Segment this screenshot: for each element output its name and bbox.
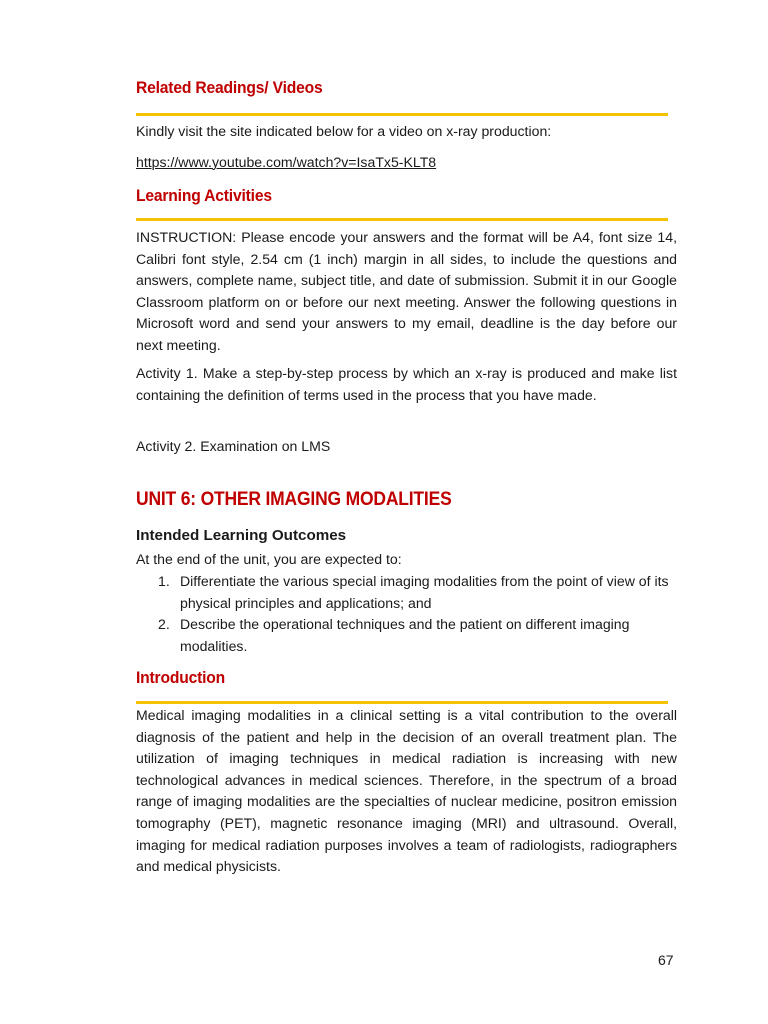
- unit-title: UNIT 6: OTHER IMAGING MODALITIES: [136, 489, 452, 510]
- page-number: 67: [658, 952, 674, 968]
- activity-2-paragraph: Activity 2. Examination on LMS: [136, 438, 331, 454]
- related-readings-rule: [136, 113, 668, 116]
- video-link-line: [136, 152, 677, 174]
- introduction-rule: [136, 701, 668, 704]
- instruction-paragraph: INSTRUCTION: Please encode your answers and the format will be A4, font size 14, Calibri font style, 2.54 cm (1 inch) margin in all sides, to include the questions and answers, complete name, subject title, and date of submission. Submit it in our Google Classroom platform on or before our next meeting. Answer the following questions in Microsoft word and send your answers to my email, deadline is the day before our next meeting.: [136, 229, 677, 353]
- related-readings-heading: Related Readings/ Videos: [136, 78, 323, 97]
- outcomes-heading: Intended Learning Outcomes: [136, 527, 347, 544]
- list-item: [136, 614, 677, 657]
- outcomes-list: [136, 571, 677, 657]
- list-item-text: Differentiate the various special imaging modalities from the point of view of its physical principles and applications; and: [180, 573, 669, 611]
- introduction-paragraph: Medical imaging modalities in a clinical setting is a vital contribution to the overall diagnosis of the patient and help in the decision of an overall treatment plan. The utilization of imaging techniques in medical radiation is increasing with new technological advances in medical sciences. Therefore, in the spectrum of a broad range of imaging modalities are the specialties of nuclear medicine, positron emission tomography (PET), magnetic resonance imaging (MRI) and ultrasound. Overall, imaging for medical radiation purposes involves a team of radiologists, radiographers and medical physicists.: [136, 707, 677, 875]
- learning-activities-rule: [136, 218, 668, 221]
- related-readings-text: Kindly visit the site indicated below for a video on x-ray production:: [136, 123, 552, 139]
- list-item-text: Describe the operational techniques and the patient on different imaging modalities.: [180, 616, 630, 654]
- activity-1-paragraph: Activity 1. Make a step-by-step process by which an x-ray is produced and make list containing the definition of terms used in the process that you have made.: [136, 365, 677, 403]
- list-item-number: 1.: [158, 573, 170, 589]
- list-item: [136, 571, 677, 614]
- list-item-number: 2.: [158, 616, 170, 633]
- video-link[interactable]: https://www.youtube.com/watch?v=IsaTx5-KLT8: [136, 154, 437, 170]
- introduction-heading: Introduction: [136, 668, 226, 687]
- outcomes-lead: At the end of the unit, you are expected to:: [136, 551, 402, 567]
- learning-activities-heading: Learning Activities: [136, 186, 272, 205]
